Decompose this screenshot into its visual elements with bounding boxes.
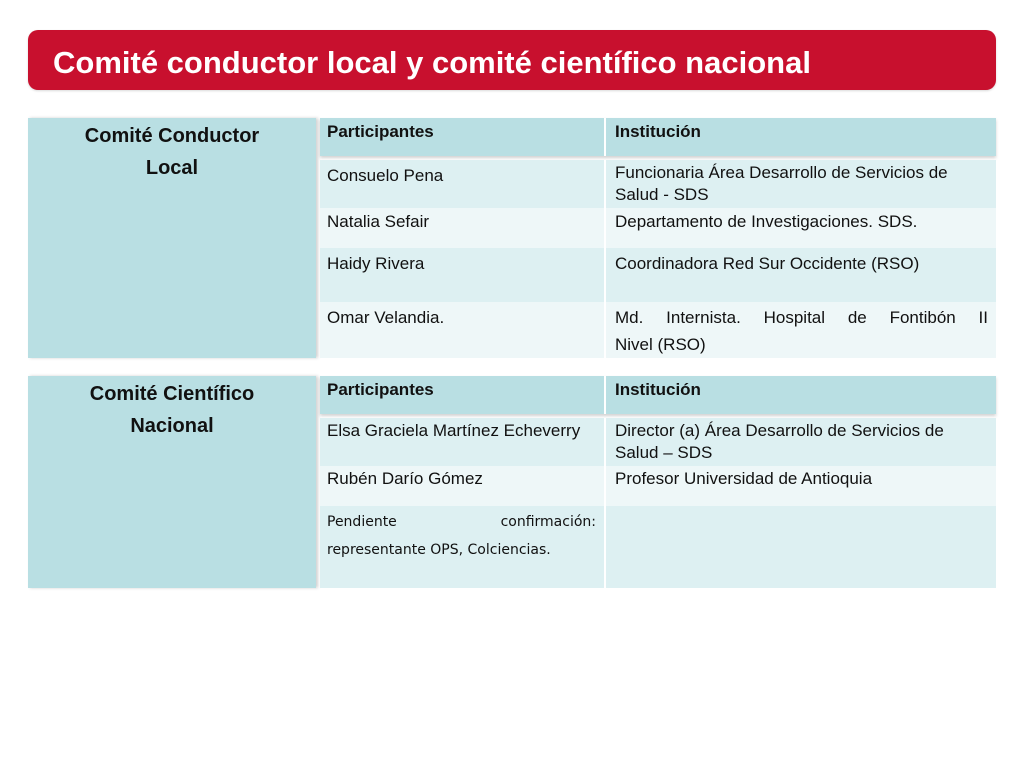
institution-cell: Profesor Universidad de Antioquia — [615, 469, 873, 488]
institution-cell — [608, 506, 996, 588]
institution-line: Md. Internista. Hospital de Fontibón II — [615, 308, 988, 327]
participant-cell — [320, 160, 606, 208]
participant-cell: Haidy Rivera — [320, 248, 606, 302]
institution-cell: Funcionaria Área Desarrollo de Servicios de Salud - SDS — [615, 163, 948, 204]
local-committee-label — [28, 118, 316, 358]
participant-cell: Rubén Darío Gómez — [320, 466, 606, 506]
participant-name: Consuelo Pena — [327, 166, 444, 185]
local-committee-label-line2: Local — [145, 157, 199, 179]
table-row — [320, 160, 996, 208]
header-institution: Institución — [615, 380, 701, 399]
institution-cell: Departamento de Investigaciones. SDS. — [615, 212, 918, 231]
national-committee-label — [28, 376, 316, 588]
table-row — [320, 248, 996, 302]
page-title: Comité conductor local y comité científico nacional — [53, 45, 811, 80]
pending-line: Pendiente confirmación: — [327, 514, 596, 530]
header-participants: Participantes — [320, 376, 606, 414]
local-committee-table — [28, 118, 996, 358]
institution-line: Nivel (RSO) — [615, 335, 706, 354]
participant-cell — [320, 506, 606, 588]
local-committee-label-line1: Comité Conductor — [84, 125, 260, 147]
pending-line: representante OPS, Colciencias. — [327, 542, 551, 558]
participant-cell: Omar Velandia. — [320, 302, 606, 358]
institution-cell: Director (a) Área Desarrollo de Servicios de Salud – SDS — [615, 421, 944, 462]
participant-cell: Natalia Sefair — [320, 208, 606, 248]
table-header-row — [320, 118, 996, 156]
participant-cell: Elsa Graciela Martínez Echeverry — [320, 418, 606, 466]
header-participants: Participantes — [320, 118, 606, 156]
institution-cell: Coordinadora Red Sur Occidente (RSO) — [615, 254, 920, 273]
table-row — [320, 208, 996, 248]
national-committee-label-line1: Comité Científico — [89, 383, 255, 405]
table-header-row — [320, 376, 996, 414]
table-row — [320, 466, 996, 506]
national-committee-table — [28, 376, 996, 588]
national-committee-label-line2: Nacional — [130, 415, 214, 437]
title-bar — [28, 30, 996, 90]
table-row — [320, 506, 996, 588]
table-row — [320, 418, 996, 466]
header-institution: Institución — [615, 122, 701, 141]
table-row — [320, 302, 996, 358]
institution-cell — [608, 302, 996, 358]
